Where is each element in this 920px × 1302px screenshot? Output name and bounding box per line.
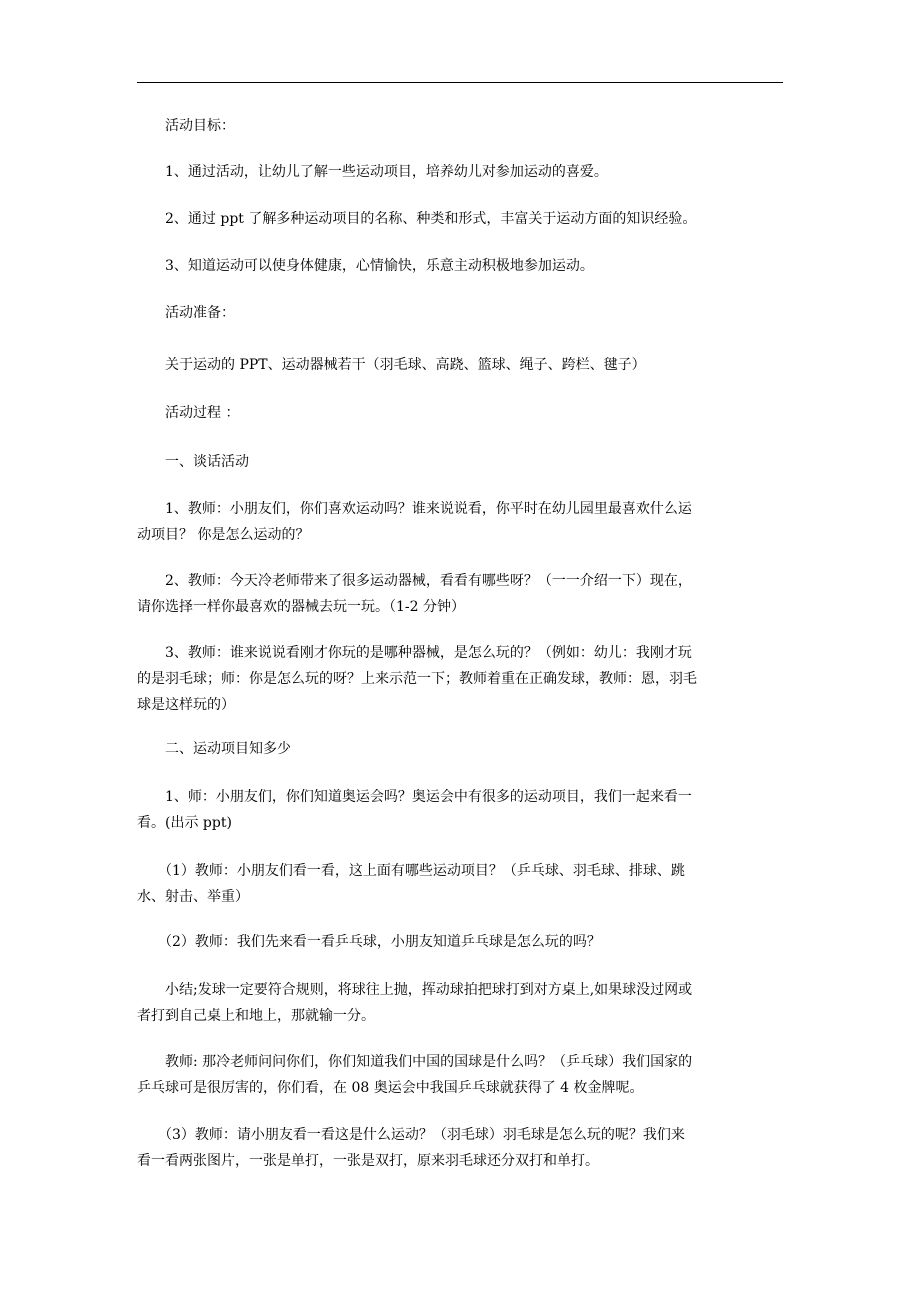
text-line: 一、谈话活动 [137, 454, 249, 470]
text-line: 活动过程 ： [137, 405, 240, 421]
text-line: 看。(出示 ppt) [137, 815, 232, 831]
text-line: 教师: 那冷老师问问你们，你们知道我们中国的国球是什么吗？（乒乓球）我们国家的 [137, 1054, 693, 1070]
paragraph [137, 929, 783, 955]
paragraph [137, 640, 783, 718]
text-line: 1、通过活动，让幼儿了解一些运动项目，培养幼儿对参加运动的喜爱。 [137, 164, 608, 180]
text-line: 二、运动项目知多少 [137, 741, 291, 757]
text-line: （2）教师：我们先来看一看乒乓球，小朋友知道乒乓球是怎么玩的吗？ [137, 934, 601, 950]
text-line: 3、教师：谁来说说看刚才你玩的是哪种器械，是怎么玩的？（例如：幼儿：我刚才玩 [137, 645, 692, 661]
text-line: 3、知道运动可以使身体健康，心情愉快，乐意主动积极地参加运动。 [137, 258, 594, 274]
text-line: 动项目？ 你是怎么运动的？ [137, 527, 310, 543]
text-line: 乒乓球可是很厉害的，你们看，在 08 奥运会中我国乒乓球就获得了 4 枚金牌呢。 [137, 1080, 644, 1096]
text-line: 2、教师：今天冷老师带来了很多运动器械，看看有哪些呀？（一一介绍一下）现在， [137, 573, 692, 589]
text-line: （1）教师：小朋友们看一看，这上面有哪些运动项目？（乒乓球、羽毛球、排球、跳 [137, 863, 685, 879]
paragraph [137, 159, 783, 185]
paragraph [137, 1049, 783, 1101]
paragraph [137, 400, 783, 426]
text-line: 者打到自己桌上和地上，那就输一分。 [137, 1008, 375, 1024]
paragraph [137, 1122, 783, 1174]
paragraph [137, 496, 783, 548]
text-line: 的是羽毛球；师：你是怎么玩的呀？上来示范一下；教师着重在正确发球，教师：恩，羽毛 [137, 671, 697, 687]
text-line: 2、通过 ppt 了解多种运动项目的名称、种类和形式，丰富关于运动方面的知识经验。 [137, 211, 697, 227]
text-line: 关于运动的 PPT、运动器械若干（羽毛球、高跷、篮球、绳子、跨栏、毽子） [137, 357, 646, 373]
paragraph [137, 300, 783, 326]
paragraph [137, 206, 783, 232]
paragraph [137, 352, 783, 378]
text-line: 活动目标： [137, 118, 235, 134]
paragraph [137, 449, 783, 475]
text-line: 小结;发球一定要符合规则，将球往上抛，挥动球拍把球打到对方桌上,如果球没过网或 [137, 982, 693, 998]
text-line: 球是这样玩的） [137, 697, 235, 713]
text-line: 请你选择一样你最喜欢的器械去玩一玩。（1-2 分钟） [137, 599, 465, 615]
paragraph [137, 253, 783, 279]
text-line: 水、射击、举重） [137, 889, 249, 905]
text-line: 1、师：小朋友们，你们知道奥运会吗？奥运会中有很多的运动项目，我们一起来看一 [137, 789, 692, 805]
paragraph [137, 784, 783, 836]
paragraph [137, 977, 783, 1029]
paragraph [137, 568, 783, 620]
paragraph [137, 858, 783, 910]
header-rule [137, 82, 783, 83]
paragraph [137, 736, 783, 762]
text-line: （3）教师：请小朋友看一看这是什么运动？（羽毛球）羽毛球是怎么玩的呢？我们来 [137, 1127, 685, 1143]
text-line: 活动准备： [137, 305, 235, 321]
paragraph [137, 113, 783, 139]
text-line: 1、教师：小朋友们，你们喜欢运动吗？谁来说说看，你平时在幼儿园里最喜欢什么运 [137, 501, 692, 517]
text-line: 看一看两张图片，一张是单打，一张是双打，原来羽毛球还分双打和单打。 [137, 1153, 599, 1169]
